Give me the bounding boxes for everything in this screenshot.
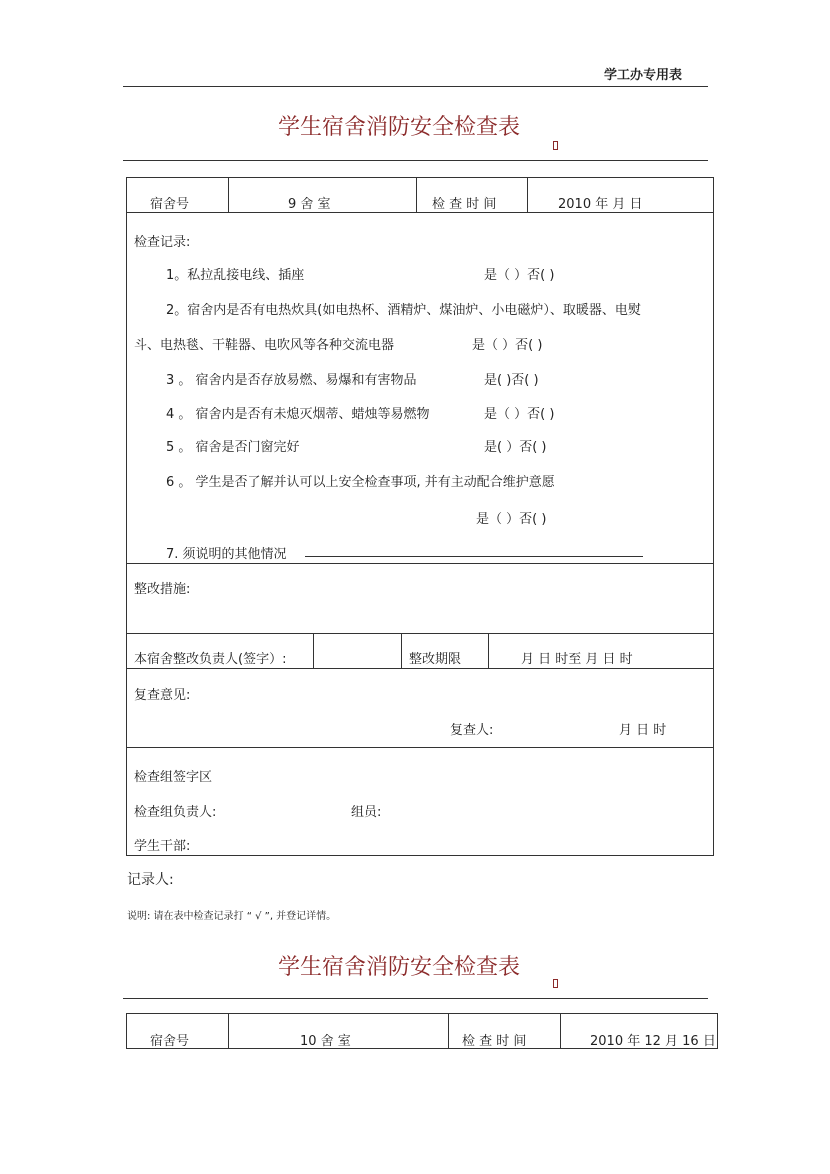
other-notes-line[interactable] (305, 556, 643, 557)
dorm-label: 宿舍号 (150, 197, 190, 212)
cadre-label: 学生干部: (134, 839, 191, 854)
time-value[interactable]: 2010 年 月 日 (558, 197, 643, 212)
note: 说明: 请在表中检查记录打 “ √ ”, 并登记详情。 (127, 911, 337, 922)
time-value-2[interactable]: 2010 年 12 月 16 日 (590, 1034, 716, 1049)
item-2-answer[interactable]: 是（ ）否( ) (472, 338, 543, 353)
review-label: 复查意见: (134, 688, 191, 703)
dorm-label-2: 宿舍号 (150, 1034, 190, 1049)
review-date[interactable]: 月 日 时 (619, 723, 667, 738)
form-title-2: 学生宿舍消防安全检查表 (278, 955, 521, 980)
deadline-value[interactable]: 月 日 时至 月 日 时 (521, 652, 633, 667)
item-2-cont: 斗、电热毯、干鞋器、电吹风等各种交流电器 (134, 338, 395, 353)
item-5-answer[interactable]: 是( ）否( ) (484, 440, 547, 455)
time-label: 检 查 时 间 (432, 197, 497, 212)
item-7: 7. 须说明的其他情况 (166, 547, 287, 562)
deadline-label: 整改期限 (409, 652, 462, 667)
group-leader-label: 检查组负责人: (134, 805, 217, 820)
time-label-2: 检 查 时 间 (462, 1034, 527, 1049)
item-4: 4 。 宿舍内是否有未熄灭烟蒂、蜡烛等易燃物 (166, 407, 430, 422)
item-6: 6 。 学生是否了解并认可以上安全检查事项, 并有主动配合维护意愿 (166, 475, 555, 490)
item-4-answer[interactable]: 是（ ）否( ) (484, 407, 555, 422)
item-5: 5 。 宿舍是否门窗完好 (166, 440, 300, 455)
dorm-value[interactable]: 9 舍 室 (288, 197, 331, 212)
responsible-label: 本宿舍整改负责人(签字）: (134, 652, 287, 667)
item-3: 3 。 宿舍内是否存放易燃、易爆和有害物品 (166, 373, 417, 388)
marker-icon (553, 141, 558, 150)
group-label: 检查组签字区 (134, 770, 213, 785)
header-label: 学工办专用表 (604, 68, 683, 83)
reviewer-label: 复查人: (450, 723, 494, 738)
item-3-answer[interactable]: 是( )否( ) (484, 373, 539, 388)
item-6-answer[interactable]: 是（ ）否( ) (476, 512, 547, 527)
item-2: 2。宿舍内是否有电热炊具(如电热杯、酒精炉、煤油炉、小电磁炉）、取暖器、电熨 (166, 303, 641, 318)
member-label: 组员: (351, 805, 382, 820)
divider (123, 86, 708, 87)
recorder-label: 记录人: (127, 872, 174, 888)
marker-icon (553, 979, 558, 988)
dorm-value-2[interactable]: 10 舍 室 (300, 1034, 351, 1049)
rectify-label: 整改措施: (134, 582, 191, 597)
form-title: 学生宿舍消防安全检查表 (278, 115, 521, 140)
divider (123, 160, 708, 161)
divider (123, 998, 708, 999)
record-label: 检查记录: (134, 235, 191, 250)
item-1-answer[interactable]: 是（ ）否( ) (484, 268, 555, 283)
item-1: 1。私拉乱接电线、插座 (166, 268, 305, 283)
